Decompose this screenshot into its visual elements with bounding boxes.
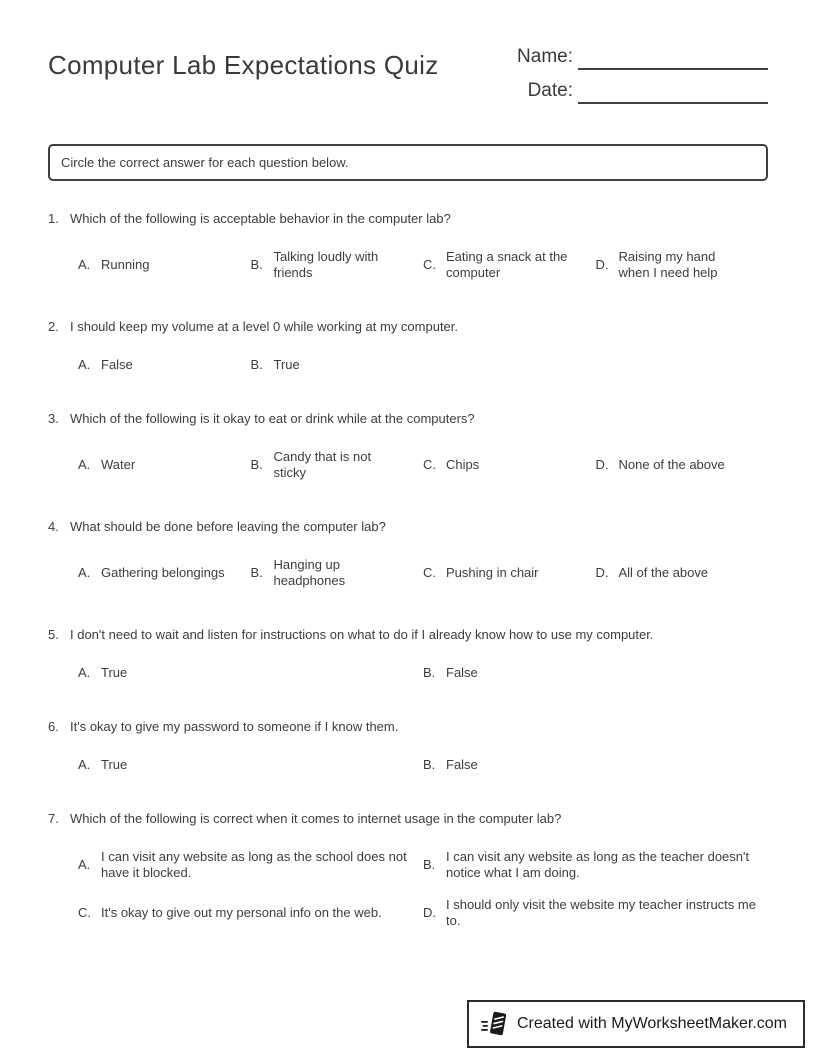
answer-choice xyxy=(78,905,423,921)
name-date-block xyxy=(509,46,768,104)
answer-choice xyxy=(423,665,768,681)
choice-text: Hanging up headphones xyxy=(273,557,346,588)
answer-choice xyxy=(423,457,596,473)
question-7 xyxy=(48,811,768,929)
worksheet-logo-icon xyxy=(481,1010,508,1038)
instructions-box xyxy=(48,144,768,181)
choice-letter: A. xyxy=(78,665,91,680)
choice-letter: B. xyxy=(423,757,436,772)
answer-choice xyxy=(596,457,769,473)
answer-choice xyxy=(251,249,424,281)
choices-grid xyxy=(78,249,768,281)
question-3 xyxy=(48,411,768,481)
choice-text: I can visit any website as long as the school does not have it blocked. xyxy=(101,849,407,880)
choice-letter: C. xyxy=(423,565,436,580)
answer-choice xyxy=(78,849,423,881)
question-number: 5. xyxy=(48,627,59,642)
choice-letter: A. xyxy=(78,565,91,580)
choice-letter: D. xyxy=(595,457,609,472)
choice-text: It's okay to give out my personal info on the web. xyxy=(101,905,382,920)
question-number: 3. xyxy=(48,411,59,426)
question-text: I should keep my volume at a level 0 while working at my computer. xyxy=(70,319,459,334)
choice-text: Talking loudly with friends xyxy=(273,249,379,280)
question-2 xyxy=(48,319,768,373)
choice-letter: D. xyxy=(423,905,436,920)
choice-letter: B. xyxy=(250,457,263,472)
choice-text: All of the above xyxy=(618,565,709,580)
date-label: Date: xyxy=(527,80,573,101)
question-text: Which of the following is correct when it comes to internet usage in the computer lab? xyxy=(70,811,562,826)
answer-choice xyxy=(423,757,768,773)
choice-letter: C. xyxy=(423,457,436,472)
choice-text: I should only visit the website my teacher instructs me to. xyxy=(446,897,756,928)
choice-text: True xyxy=(101,757,128,772)
choice-text: Running xyxy=(101,257,150,272)
choice-letter: C. xyxy=(78,905,91,920)
question-text: It's okay to give my password to someone if I know them. xyxy=(70,719,399,734)
answer-choice xyxy=(251,357,424,373)
answer-choice xyxy=(423,849,768,881)
header xyxy=(48,46,768,104)
choice-text: Water xyxy=(101,457,136,472)
question-number: 4. xyxy=(48,519,59,534)
choice-text: None of the above xyxy=(618,457,725,472)
choice-text: False xyxy=(101,357,133,372)
question-text: What should be done before leaving the computer lab? xyxy=(70,519,386,534)
choice-letter: C. xyxy=(423,257,436,272)
choice-text: False xyxy=(446,665,478,680)
choice-text: True xyxy=(101,665,128,680)
instructions-text: Circle the correct answer for each question below. xyxy=(61,155,349,170)
question-number: 2. xyxy=(48,319,59,334)
choices-grid xyxy=(78,449,768,481)
choices-grid xyxy=(78,557,768,589)
name-label: Name: xyxy=(517,46,573,67)
name-blank-line[interactable] xyxy=(578,46,768,70)
answer-choice xyxy=(423,897,768,929)
choice-letter: A. xyxy=(78,757,91,772)
answer-choice xyxy=(596,249,769,281)
question-list xyxy=(48,211,768,929)
choices-grid xyxy=(78,849,768,929)
page-title: Computer Lab Expectations Quiz xyxy=(48,50,439,80)
choice-letter: D. xyxy=(595,565,609,580)
name-field-row xyxy=(509,46,768,70)
choice-letter: A. xyxy=(78,257,91,272)
question-number: 6. xyxy=(48,719,59,734)
date-field-row xyxy=(509,80,768,104)
choice-letter: B. xyxy=(423,665,436,680)
question-number: 1. xyxy=(48,211,59,226)
choice-letter: A. xyxy=(78,457,91,472)
answer-choice xyxy=(78,457,251,473)
answer-choice xyxy=(78,757,423,773)
choice-letter: A. xyxy=(78,857,91,872)
answer-choice xyxy=(78,257,251,273)
choice-letter: B. xyxy=(250,565,263,580)
choices-grid xyxy=(78,757,768,773)
choice-text: I can visit any website as long as the teacher doesn't notice what I am doing. xyxy=(446,849,750,880)
question-text: Which of the following is acceptable behavior in the computer lab? xyxy=(70,211,451,226)
choice-text: Chips xyxy=(446,457,480,472)
choice-letter: D. xyxy=(595,257,609,272)
question-text: Which of the following is it okay to eat or drink while at the computers? xyxy=(70,411,475,426)
date-blank-line[interactable] xyxy=(578,80,768,104)
answer-choice xyxy=(423,565,596,581)
choice-letter: B. xyxy=(423,857,436,872)
answer-choice xyxy=(78,357,251,373)
question-1 xyxy=(48,211,768,281)
choice-text: Gathering belongings xyxy=(101,565,225,580)
choice-letter: B. xyxy=(250,357,263,372)
answer-choice xyxy=(423,249,596,281)
choice-text: Pushing in chair xyxy=(446,565,539,580)
choice-text: Candy that is not sticky xyxy=(273,449,372,480)
choice-text: Raising my hand when I need help xyxy=(618,249,718,280)
question-number: 7. xyxy=(48,811,59,826)
credit-text: Created with MyWorksheetMaker.com xyxy=(516,1015,787,1032)
choices-grid xyxy=(78,665,768,681)
choice-letter: A. xyxy=(78,357,91,372)
choice-text: Eating a snack at the computer xyxy=(446,249,568,280)
choice-text: False xyxy=(446,757,478,772)
answer-choice xyxy=(251,557,424,589)
question-6 xyxy=(48,719,768,773)
worksheet-maker-credit-link[interactable] xyxy=(467,1000,805,1048)
answer-choice xyxy=(78,565,251,581)
choices-grid xyxy=(78,357,768,373)
question-4 xyxy=(48,519,768,589)
question-5 xyxy=(48,627,768,681)
answer-choice xyxy=(251,449,424,481)
answer-choice xyxy=(78,665,423,681)
choice-text: True xyxy=(273,357,300,372)
answer-choice xyxy=(596,565,769,581)
choice-letter: B. xyxy=(250,257,263,272)
question-text: I don't need to wait and listen for instructions on what to do if I already know how to use my computer. xyxy=(70,627,654,642)
